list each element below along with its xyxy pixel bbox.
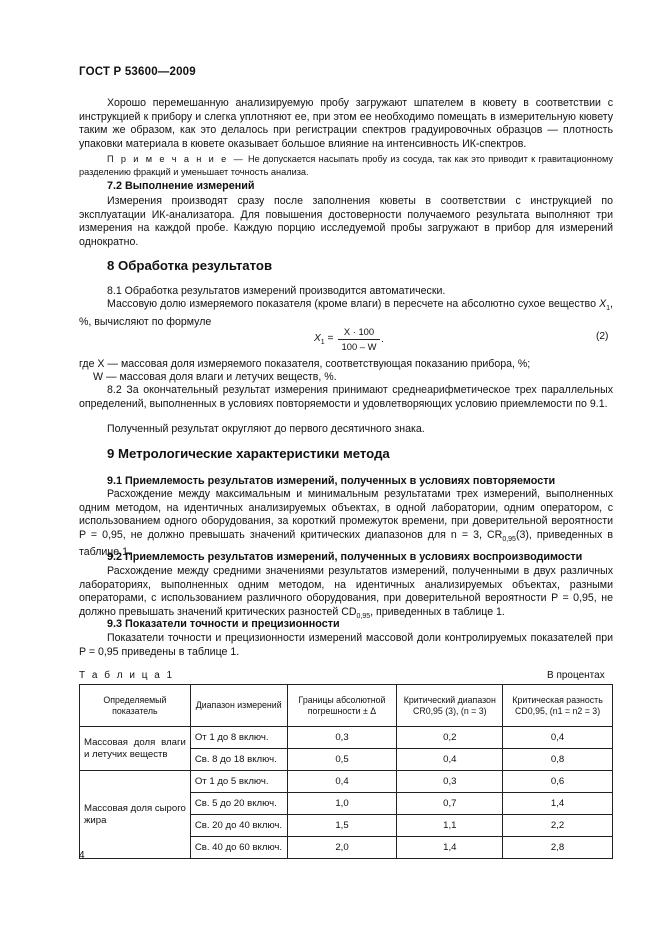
table-cr-cell: 1,1 [397,815,503,837]
table-cd-cell: 2,8 [503,837,613,859]
table-header-cd: Критическая разность CD0,95, (n1 = n2 = 3) [503,685,613,727]
section-9-1-text: Расхождение между максимальным и минимальным результатами трех измерений, выполненных одним методом, на идентичных анализируемых объектах, в одной лаборатории, одним оператором, с использованием одного оборудования, за короткий промежуток времени, при доверительной вероятности P = 0,95, не должно превышать значений критических диапазонов для n = 3, $CR_{0,95}(3)$, приведенных в таблице 1. [79,488,613,559]
table-header-range: Диапазон измерений [190,685,287,727]
intro-paragraph: Хорошо перемешанную анализируемую пробу загружают шпателем в кювету в соответствии с инструкцией к прибору и слегка уплотняют ее, при этом ее необходимо помещать в измерительную кювету таким же образом, как это делалось при регистрации спектров градуировочных образцов — плотность упаковки материала в кювете оказывает большое влияние на интенсивность ИК-спектров. [79,97,613,150]
table-cr-cell: 0,4 [397,749,503,771]
formula-numerator: X · 100 [343,326,375,337]
section-9-1-title: 9.1 Приемлемость результатов измерений, полученных в условиях повторяемости [107,475,556,487]
table-range-cell: От 1 до 5 включ. [190,771,287,793]
table-cd-cell: 0,6 [503,771,613,793]
formula-lhs: $X_1$ = [314,333,334,347]
section-9-2-text: Расхождение между средними значениями результатов измерений, полученными в двух различных лабораториях, выполненных одним методом, на идентичных анализируемых объектах, разными операторами, с использованием различного оборудования, при доверительной вероятности P = 0,95, не должно превышать значений критических разностей $CD_{0,95}$, приведенных в таблице 1. [79,565,613,620]
table-cd-cell: 0,8 [503,749,613,771]
section-7-2-text: Измерения производят сразу после заполнения кюветы в соответствии с инструкцией по эксплуатации ИК-анализатора. Для повышения достоверности получаемого результата выполняют три измерения на каждой пробе. Каждую порцию исследуемой пробы загружают в прибор для измерений однократно. [79,195,613,248]
table-error-cell: 0,3 [287,727,397,749]
table-range-cell: Св. 5 до 20 включ. [190,793,287,815]
section-8-1-formula-intro: Массовую долю измеряемого показателя (кроме влаги) в пересчете на абсолютно сухое вещество $X_1$, %, вычисляют по формуле [79,298,613,328]
note-text: Не допускается насыпать пробу из сосуда, так как это приводит к гравитационному разделению фракций и уменьшает точность анализа. [79,154,613,177]
formula-number: (2) [596,331,609,342]
table-range-cell: Св. 20 до 40 включ. [190,815,287,837]
table-error-cell: 2,0 [287,837,397,859]
table-error-cell: 1,5 [287,815,397,837]
section-8-title: 8 Обработка результатов [107,258,273,273]
table-range-cell: Св. 40 до 60 включ. [190,837,287,859]
table-cd-cell: 1,4 [503,793,613,815]
page-number: 4 [79,850,85,861]
table-header-cr: Критический диапазон CR0,95 (3), (n = 3) [397,685,503,727]
table-header-indicator: Определяемый показатель [80,685,191,727]
table-units: В процентах [547,670,605,681]
document-page: ГОСТ Р 53600—2009 Хорошо перемешанную анализируемую пробу загружают шпателем в кювету в соответствии с инструкцией к прибору и слегка уплотняют ее, при этом ее необходимо помещать в измерительную кювету таким же образом, как это делалось при регистрации спектров градуировочных образцов — плотность упаковки материала в кювете оказывает большое влияние на интенсивность ИК-спектров. П р и м е ч а н и е — Не допускается насыпать пробу из сосуда, так как это приводит к гравитационному разделению фракций и уменьшает точность анализа. 7.2 Выполнение измерений Измерения производят сразу после заполнения кюветы в соответствии с инструкцией по эксплуатации ИК-анализатора. Для повышения достоверности получаемого результата выполняют три измерения на каждой пробе. Каждую порцию исследуемой пробы загружают в прибор для измерений однократно. 8 Обработка результатов 8.1 Обработка результатов измерений производится автоматически. Массовую долю измеряемого показателя (кроме влаги) в пересчете на абсолютно сухое вещество $X_1$, %, вычисляют по формуле $X_1$ = X · 100 100 – W . (2) где X — массовая доля измеряемого показателя, соответствующая показанию прибора, %; W — массовая доля влаги и летучих веществ, %. 8.2 За окончательный результат измерения принимают среднеарифметическое трех параллельных определений, выполненных в условиях повторяемости и удовлетворяющих условию приемлемости по 9.1. Полученный результат округляют до первого десятичного знака. 9 Метрологические характеристики метода 9.1 Приемлемость результатов измерений, полученных в условиях повторяемости Расхождение между максимальным и минимальным результатами трех измерений, выполненных одним методом, на идентичных анализируемых объектах, в одной лаборатории, одним оператором, с использованием одного оборудования, за короткий промежуток времени, при доверительной вероятности P = 0,95, не должно превышать значений критических диапазонов для n = 3, $CR_{0,95}(3)$, приведенных в таблице 1. 9.2 Приемлемость результатов измерений, полученных в условиях воспроизводимости Расхождение между средними значениями результатов измерений, полученными в двух различных лабораториях, выполненных одним методом, на идентичных анализируемых объектах, разными операторами, с использованием различного оборудования, при доверительной вероятности P = 0,95, не должно превышать значений критических разностей $CD_{0,95}$, приведенных в таблице 1. 9.3 Показатели точности и прецизионности Показатели точности и прецизионности измерений массовой доли контролируемых показателей при P = 0,95 приведены в таблице 1. Т а б л и ц а 1 В процентах Определяемый показатель Диапазон измерений Границы абсолютной погрешности ± Δ Критический диапазон CR0,95 (3), (n = 3) Критическая разность CD0,95, (n1 = n2 = 3) Массовая доля влаги и летучих веществ От 1 до 8 включ. 0,3 0,2 0,4 Св. 8 до 18 включ. 0,5 0,4 0,8 Массовая доля сырого жира От 1 до 5 включ. 0,4 0,3 0,6 Св. 5 до 20 включ. 1,0 0,7 1,4 Св. 20 до 40 включ. 1,5 1,1 2,2 Св. 40 до 60 включ. 2,0 1,4 2,8 4 [79,66,613,861]
table-caption: Т а б л и ц а 1 [79,670,175,681]
table-error-cell: 0,4 [287,771,397,793]
note-label: П р и м е ч а н и е — [107,154,245,164]
table-cd-cell: 0,4 [503,727,613,749]
formula-denominator: 100 – W [341,341,377,352]
table-cd-cell: 2,2 [503,815,613,837]
table-range-cell: От 1 до 8 включ. [190,727,287,749]
section-9-title: 9 Метрологические характеристики метода [107,446,390,461]
section-9-2-title: 9.2 Приемлемость результатов измерений, полученных в условиях воспроизводимости [107,551,583,563]
table-1 [79,684,613,859]
table-cr-cell: 0,2 [397,727,503,749]
section-8-1-text: 8.1 Обработка результатов измерений производится автоматически. [107,285,446,297]
table-header-error: Границы абсолютной погрешности ± Δ [287,685,397,727]
table-cr-cell: 0,7 [397,793,503,815]
table-indicator-cell: Массовая доля сырого жира [80,771,191,859]
section-7-2-title: 7.2 Выполнение измерений [107,180,255,192]
table-indicator-cell: Массовая доля влаги и летучих веществ [80,727,191,771]
table-row [80,771,613,793]
document-header: ГОСТ Р 53600—2009 [79,66,196,78]
section-9-3-title: 9.3 Показатели точности и прецизионности [107,618,340,630]
note [79,153,613,179]
formula-fraction-line [338,339,380,340]
table-row [80,727,613,749]
table-header-row [80,685,613,727]
section-8-2-text: 8.2 За окончательный результат измерения принимают среднеарифметическое трех параллельных определений, выполненных в условиях повторяемости и удовлетворяющих условию приемлемости по 9.1. [79,384,613,410]
section-9-3-text: Показатели точности и прецизионности измерений массовой доли контролируемых показателей при P = 0,95 приведены в таблице 1. [79,632,613,658]
section-8-2-rounding: Полученный результат округляют до первого десятичного знака. [107,423,425,435]
formula-where-2: W — массовая доля влаги и летучих веществ, %. [93,371,337,383]
table-error-cell: 0,5 [287,749,397,771]
table-cr-cell: 1,4 [397,837,503,859]
table-cr-cell: 0,3 [397,771,503,793]
table-range-cell: Св. 8 до 18 включ. [190,749,287,771]
table-error-cell: 1,0 [287,793,397,815]
formula-where-1: где X — массовая доля измеряемого показателя, соответствующая показанию прибора, %; [79,358,531,370]
